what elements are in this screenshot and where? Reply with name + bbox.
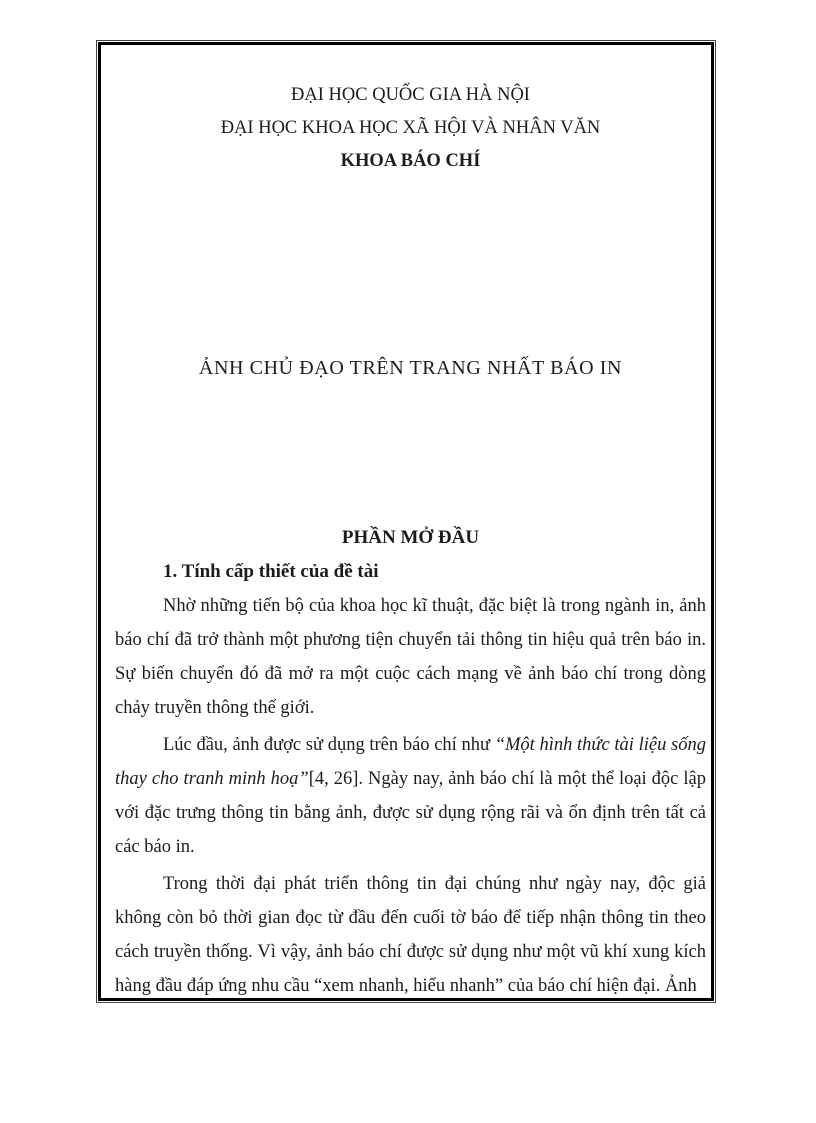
school-name: ĐẠI HỌC KHOA HỌC XÃ HỘI VÀ NHÂN VĂN xyxy=(220,118,601,138)
document-header xyxy=(115,45,706,178)
page-border-inner xyxy=(98,42,714,1001)
section-heading: PHẦN MỞ ĐẦU xyxy=(341,527,480,548)
paragraph-2-quote: “Một hình thức tài liệu sống thay cho tranh minh hoạ” xyxy=(115,735,706,789)
paragraph-2 xyxy=(115,728,706,864)
faculty-name: KHOA BÁO CHÍ xyxy=(340,151,481,171)
university-name: ĐẠI HỌC QUỐC GIA HÀ NỘI xyxy=(291,85,530,105)
paragraph-2-tail: [4, 26]. Ngày nay, ảnh báo chí là một thể loại độc lập với đặc trưng thông tin bằng ảnh, được sử dụng rộng rãi và ổn định trên tất cả các báo in. xyxy=(115,769,706,857)
document-title: ẢNH CHỦ ĐẠO TRÊN TRANG NHẤT BÁO IN xyxy=(198,357,623,379)
paragraph-1: Nhờ những tiến bộ của khoa học kĩ thuật, đặc biệt là trong ngành in, ảnh báo chí đã trở thành một phương tiện chuyển tải thông tin hiệu quả trên báo in. Sự biến chuyển đó đã mở ra một cuộc cách mạng về ảnh báo chí trong dòng chảy truyền thông thế giới. xyxy=(115,596,706,718)
page-content xyxy=(101,45,711,998)
page-border-frame xyxy=(96,40,716,1003)
subsection-heading: 1. Tính cấp thiết của đề tài xyxy=(163,561,379,582)
paragraph-3: Trong thời đại phát triển thông tin đại chúng như ngày nay, độc giả không còn bỏ thời gian đọc từ đầu đến cuối tờ báo để tiếp nhận thông tin theo cách truyền thống. Vì vậy, ảnh báo chí được sử dụng như một vũ khí xung kích hàng đầu đáp ứng nhu cầu “xem nhanh, hiểu nhanh” của báo chí hiện đại. Ảnh xyxy=(115,874,706,996)
paragraph-2-lead: Lúc đầu, ảnh được sử dụng trên báo chí như xyxy=(163,735,495,755)
